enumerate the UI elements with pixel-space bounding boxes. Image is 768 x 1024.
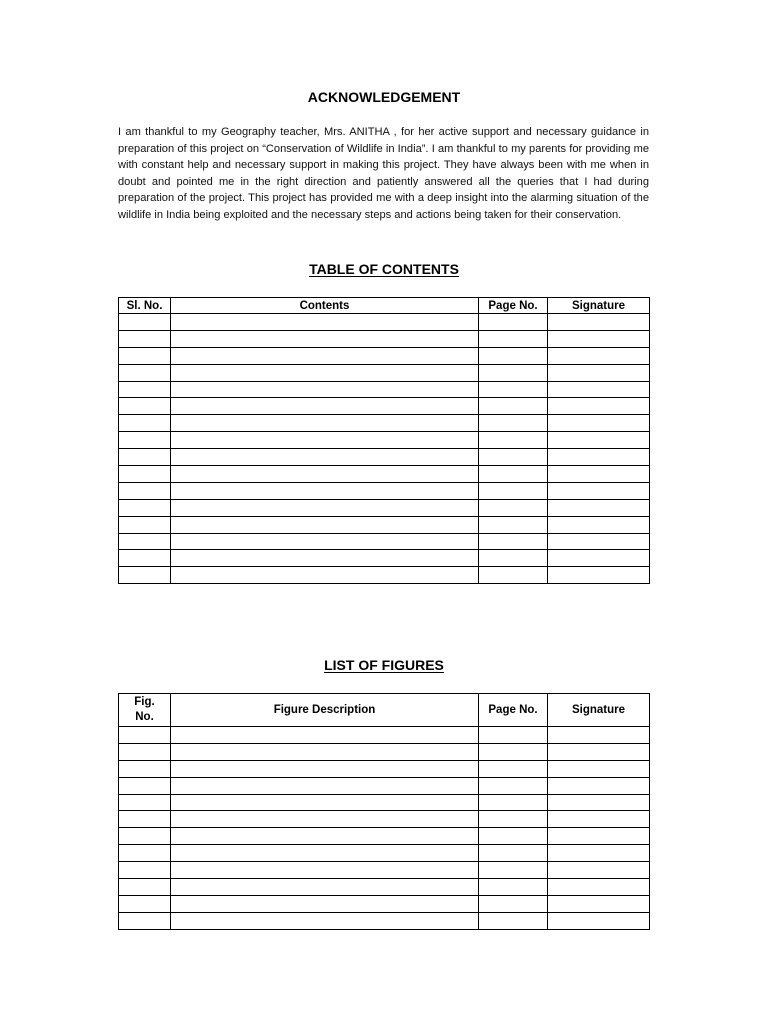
toc-row xyxy=(119,330,650,347)
toc-page-cell xyxy=(479,415,548,432)
lof-page-cell xyxy=(479,727,548,744)
toc-main-cell xyxy=(171,449,479,466)
toc-no-cell xyxy=(119,533,171,550)
lof-main-cell xyxy=(171,828,479,845)
toc-title-text: TABLE OF CONTENTS xyxy=(309,261,459,277)
lof-main-cell xyxy=(171,794,479,811)
toc-main-cell xyxy=(171,533,479,550)
toc-row xyxy=(119,499,650,516)
toc-no-cell xyxy=(119,516,171,533)
lof-row xyxy=(119,828,650,845)
toc-page-cell xyxy=(479,364,548,381)
lof-no-cell xyxy=(119,912,171,929)
toc-no-cell xyxy=(119,364,171,381)
lof-title xyxy=(0,657,768,673)
toc-row xyxy=(119,516,650,533)
toc-header-row xyxy=(119,298,650,314)
lof-no-cell xyxy=(119,845,171,862)
toc-row xyxy=(119,550,650,567)
acknowledgement-title-text: ACKNOWLEDGEMENT xyxy=(307,89,461,105)
toc-row xyxy=(119,482,650,499)
lof-signature-cell xyxy=(548,862,650,879)
acknowledgement-title xyxy=(0,89,768,105)
lof-signature-cell xyxy=(548,895,650,912)
toc-page-cell xyxy=(479,314,548,331)
toc-row xyxy=(119,432,650,449)
lof-no-cell xyxy=(119,879,171,896)
lof-no-cell xyxy=(119,862,171,879)
lof-main-cell xyxy=(171,811,479,828)
lof-row xyxy=(119,760,650,777)
toc-no-cell xyxy=(119,314,171,331)
toc-page-cell xyxy=(479,516,548,533)
lof-title-text: LIST OF FIGURES xyxy=(324,657,444,673)
lof-page-cell xyxy=(479,828,548,845)
lof-page-cell xyxy=(479,895,548,912)
toc-no-cell xyxy=(119,381,171,398)
toc-row xyxy=(119,449,650,466)
toc-signature-cell xyxy=(548,533,650,550)
toc-signature-cell xyxy=(548,449,650,466)
lof-row xyxy=(119,743,650,760)
toc-signature-cell xyxy=(548,314,650,331)
toc-page-cell xyxy=(479,482,548,499)
lof-main-cell xyxy=(171,845,479,862)
toc-signature-cell xyxy=(548,567,650,584)
lof-no-cell xyxy=(119,828,171,845)
lof-no-cell xyxy=(119,727,171,744)
lof-no-cell xyxy=(119,760,171,777)
lof-signature-cell xyxy=(548,845,650,862)
toc-main-cell xyxy=(171,415,479,432)
lof-row xyxy=(119,777,650,794)
lof-header-row xyxy=(119,694,650,727)
lof-main-cell xyxy=(171,912,479,929)
lof-no-cell xyxy=(119,777,171,794)
lof-signature-cell xyxy=(548,743,650,760)
lof-header-fig-no-line1: Fig. xyxy=(134,696,155,708)
lof-main-cell xyxy=(171,760,479,777)
toc-body xyxy=(119,314,650,584)
lof-page-cell xyxy=(479,879,548,896)
lof-signature-cell xyxy=(548,879,650,896)
lof-page-cell xyxy=(479,912,548,929)
toc-signature-cell xyxy=(548,482,650,499)
toc-no-cell xyxy=(119,347,171,364)
toc-main-cell xyxy=(171,432,479,449)
toc-main-cell xyxy=(171,364,479,381)
toc-title xyxy=(0,261,768,277)
toc-main-cell xyxy=(171,398,479,415)
toc-page-cell xyxy=(479,347,548,364)
acknowledgement-body: I am thankful to my Geography teacher, Mrs. ANITHA , for her active support and necessary guidance in preparation of this project on “Conservation of Wildlife in India”. I am thankful to my parents for providing me with constant help and necessary support in making this project. They have always been with me when in doubt and pointed me in the right direction and patiently answered all the queries that I had during preparation of the project. This project has provided me with a deep insight into the alarming situation of the wildlife in India being exploited and the necessary steps and actions being taken for their conservation. xyxy=(118,126,649,221)
lof-main-cell xyxy=(171,743,479,760)
toc-page-cell xyxy=(479,432,548,449)
toc-main-cell xyxy=(171,482,479,499)
toc-row xyxy=(119,381,650,398)
lof-signature-cell xyxy=(548,794,650,811)
lof-signature-cell xyxy=(548,912,650,929)
lof-no-cell xyxy=(119,794,171,811)
toc-no-cell xyxy=(119,567,171,584)
toc-no-cell xyxy=(119,398,171,415)
toc-row xyxy=(119,533,650,550)
toc-row xyxy=(119,398,650,415)
toc-main-cell xyxy=(171,314,479,331)
toc-page-cell xyxy=(479,550,548,567)
lof-header-page-no: Page No. xyxy=(479,694,548,727)
toc-signature-cell xyxy=(548,381,650,398)
toc-row xyxy=(119,364,650,381)
toc-page-cell xyxy=(479,466,548,483)
lof-signature-cell xyxy=(548,727,650,744)
toc-signature-cell xyxy=(548,516,650,533)
toc-main-cell xyxy=(171,381,479,398)
toc-page-cell xyxy=(479,381,548,398)
toc-header-sl-no: Sl. No. xyxy=(119,298,171,314)
toc-page-cell xyxy=(479,499,548,516)
toc-signature-cell xyxy=(548,347,650,364)
toc-header-signature: Signature xyxy=(548,298,650,314)
lof-row xyxy=(119,845,650,862)
lof-no-cell xyxy=(119,811,171,828)
lof-row xyxy=(119,862,650,879)
lof-page-cell xyxy=(479,845,548,862)
lof-page-cell xyxy=(479,862,548,879)
lof-page-cell xyxy=(479,743,548,760)
toc-no-cell xyxy=(119,415,171,432)
toc-main-cell xyxy=(171,330,479,347)
toc-row xyxy=(119,567,650,584)
lof-main-cell xyxy=(171,862,479,879)
toc-no-cell xyxy=(119,550,171,567)
lof-signature-cell xyxy=(548,760,650,777)
toc-row xyxy=(119,314,650,331)
toc-signature-cell xyxy=(548,330,650,347)
lof-header-fig-no xyxy=(119,694,171,727)
toc-page-cell xyxy=(479,398,548,415)
toc-header-contents: Contents xyxy=(171,298,479,314)
lof-header-description: Figure Description xyxy=(171,694,479,727)
lof-row xyxy=(119,912,650,929)
lof-signature-cell xyxy=(548,828,650,845)
toc-no-cell xyxy=(119,482,171,499)
toc-main-cell xyxy=(171,347,479,364)
lof-page-cell xyxy=(479,777,548,794)
toc-row xyxy=(119,415,650,432)
toc-signature-cell xyxy=(548,466,650,483)
lof-page-cell xyxy=(479,794,548,811)
toc-main-cell xyxy=(171,550,479,567)
toc-no-cell xyxy=(119,499,171,516)
lof-signature-cell xyxy=(548,811,650,828)
lof-header-signature: Signature xyxy=(548,694,650,727)
lof-no-cell xyxy=(119,743,171,760)
toc-no-cell xyxy=(119,330,171,347)
toc-page-cell xyxy=(479,567,548,584)
lof-main-cell xyxy=(171,879,479,896)
lof-row xyxy=(119,895,650,912)
toc-signature-cell xyxy=(548,415,650,432)
lof-row xyxy=(119,879,650,896)
toc-no-cell xyxy=(119,466,171,483)
toc-page-cell xyxy=(479,330,548,347)
toc-signature-cell xyxy=(548,432,650,449)
lof-page-cell xyxy=(479,760,548,777)
lof-main-cell xyxy=(171,777,479,794)
toc-main-cell xyxy=(171,516,479,533)
lof-main-cell xyxy=(171,727,479,744)
lof-table xyxy=(118,693,650,930)
toc-signature-cell xyxy=(548,499,650,516)
lof-page-cell xyxy=(479,811,548,828)
lof-signature-cell xyxy=(548,777,650,794)
toc-page-cell xyxy=(479,533,548,550)
toc-table xyxy=(118,297,650,584)
toc-page-cell xyxy=(479,449,548,466)
lof-row xyxy=(119,727,650,744)
toc-main-cell xyxy=(171,466,479,483)
toc-no-cell xyxy=(119,449,171,466)
lof-row xyxy=(119,794,650,811)
toc-main-cell xyxy=(171,567,479,584)
lof-main-cell xyxy=(171,895,479,912)
toc-signature-cell xyxy=(548,364,650,381)
lof-header-fig-no-line2: No. xyxy=(135,711,154,723)
toc-no-cell xyxy=(119,432,171,449)
toc-header-page-no: Page No. xyxy=(479,298,548,314)
lof-body xyxy=(119,727,650,930)
toc-signature-cell xyxy=(548,398,650,415)
lof-no-cell xyxy=(119,895,171,912)
toc-row xyxy=(119,347,650,364)
toc-signature-cell xyxy=(548,550,650,567)
lof-row xyxy=(119,811,650,828)
toc-row xyxy=(119,466,650,483)
toc-main-cell xyxy=(171,499,479,516)
